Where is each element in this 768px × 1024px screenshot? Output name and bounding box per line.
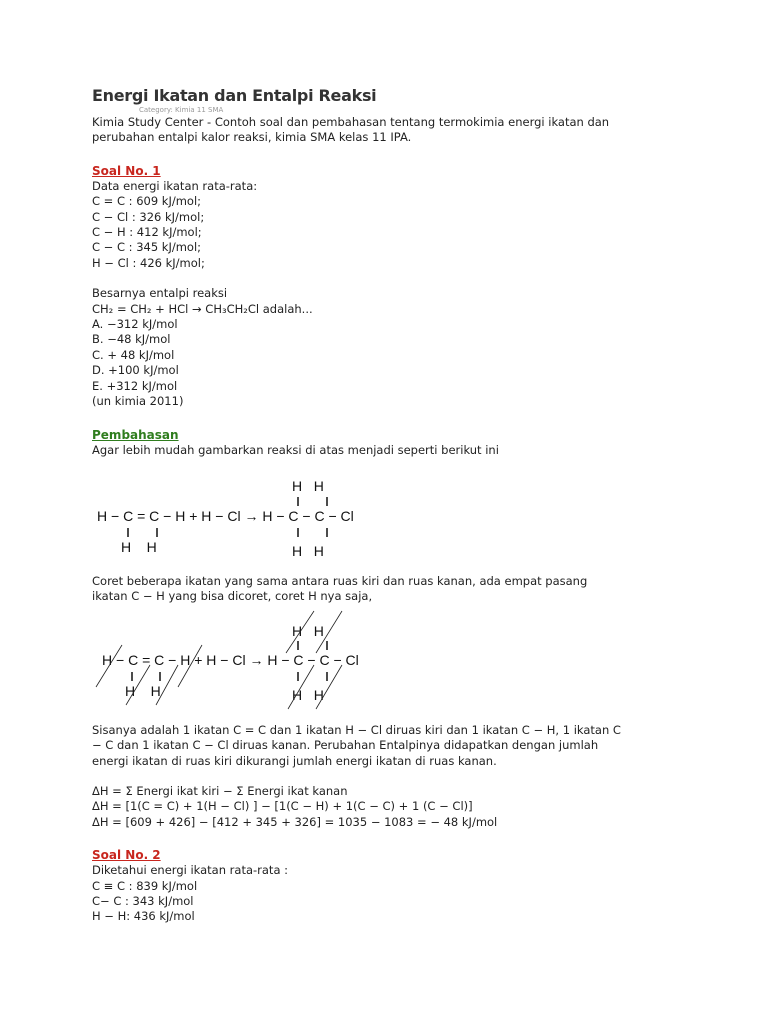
bond-energy-item: C ≡ C : 839 kJ/mol <box>92 878 198 893</box>
intro-line-2: perubahan entalpi kalor reaksi, kimia SMA kelas 11 IPA. <box>92 130 412 145</box>
diagram-equation: H − C = C − H + H − Cl → H − C − C − Cl <box>102 651 359 668</box>
diagram-top-h: H H <box>292 477 324 494</box>
formula-line: ΔH = Σ Energi ikat kiri − Σ Energi ikat kanan <box>92 783 348 798</box>
soal-2-heading: Soal No. 2 <box>92 848 161 863</box>
soal-1-heading: Soal No. 1 <box>92 163 161 178</box>
intro-line-1: Kimia Study Center - Contoh soal dan pembahasan tentang termokimia energi ikatan dan <box>92 115 610 129</box>
diagram-bottom-left-h: H H <box>125 682 161 699</box>
sisanya-line-2: − C dan 1 ikatan C − Cl diruas kanan. Perubahan Entalpinya didapatkan dengan jumlah <box>92 738 599 753</box>
diagram-bottom-right-h: H H <box>292 542 324 559</box>
soal-2-data-label: Diketahui energi ikatan rata-rata : <box>92 863 289 878</box>
soal-1-source: (un kimia 2011) <box>92 394 184 409</box>
article-title: Energi Ikatan dan Entalpi Reaksi <box>92 86 377 105</box>
sisanya-line-1: Sisanya adalah 1 ikatan C = C dan 1 ikatan H − Cl diruas kiri dan 1 ikatan C − H, 1 ikatan C <box>92 722 621 737</box>
pembahasan-intro: Agar lebih mudah gambarkan reaksi di atas menjadi seperti berikut ini <box>92 442 499 457</box>
coret-line-1: Coret beberapa ikatan yang sama antara ruas kiri dan ruas kanan, ada empat pasang <box>92 573 588 588</box>
diagram-top-h: H H <box>292 622 324 639</box>
bond-energy-item: C − Cl : 326 kJ/mol; <box>92 209 205 224</box>
bond-energy-item: C − C : 345 kJ/mol; <box>92 240 202 255</box>
answer-option: C. + 48 kJ/mol <box>92 347 175 362</box>
bond-energy-item: C − H : 412 kJ/mol; <box>92 225 202 240</box>
article-category[interactable]: Category: Kimia 11 SMA <box>139 106 224 114</box>
struck-reaction-diagram <box>92 605 692 715</box>
sisanya-line-3: energi ikatan di ruas kiri dikurangi jumlah energi ikatan di ruas kanan. <box>92 753 497 768</box>
bond-energy-item: H − Cl : 426 kJ/mol; <box>92 255 205 270</box>
diagram-bottom-right-h: H H <box>292 686 324 703</box>
article <box>92 86 692 925</box>
answer-option: A. −312 kJ/mol <box>92 317 178 332</box>
reaction-structure-diagram <box>92 458 692 570</box>
bond-energy-item: C = C : 609 kJ/mol; <box>92 194 202 209</box>
bond-energy-item: C− C : 343 kJ/mol <box>92 893 194 908</box>
pembahasan-heading: Pembahasan <box>92 427 179 442</box>
bond-energy-item: H − H: 436 kJ/mol <box>92 909 195 924</box>
soal-1-data-label: Data energi ikatan rata-rata: <box>92 178 258 193</box>
diagram-equation: H − C = C − H + H − Cl → H − C − C − Cl <box>97 507 354 524</box>
soal-1-reaction: CH₂ = CH₂ + HCl → CH₃CH₂Cl adalah... <box>92 301 313 316</box>
formula-line: ΔH = [1(C = C) + 1(H − Cl) ] − [1(C − H) + 1(C − C) + 1 (C − Cl)] <box>92 799 473 814</box>
answer-option: B. −48 kJ/mol <box>92 332 171 347</box>
formula-line: ΔH = [609 + 426] − [412 + 345 + 326] = 1035 − 1083 = − 48 kJ/mol <box>92 814 498 829</box>
coret-line-2: ikatan C − H yang bisa dicoret, coret H nya saja, <box>92 589 373 604</box>
answer-option: E. +312 kJ/mol <box>92 378 178 393</box>
answer-option: D. +100 kJ/mol <box>92 363 179 378</box>
soal-1-question: Besarnya entalpi reaksi <box>92 286 228 301</box>
diagram-bottom-left-h: H H <box>121 538 157 555</box>
